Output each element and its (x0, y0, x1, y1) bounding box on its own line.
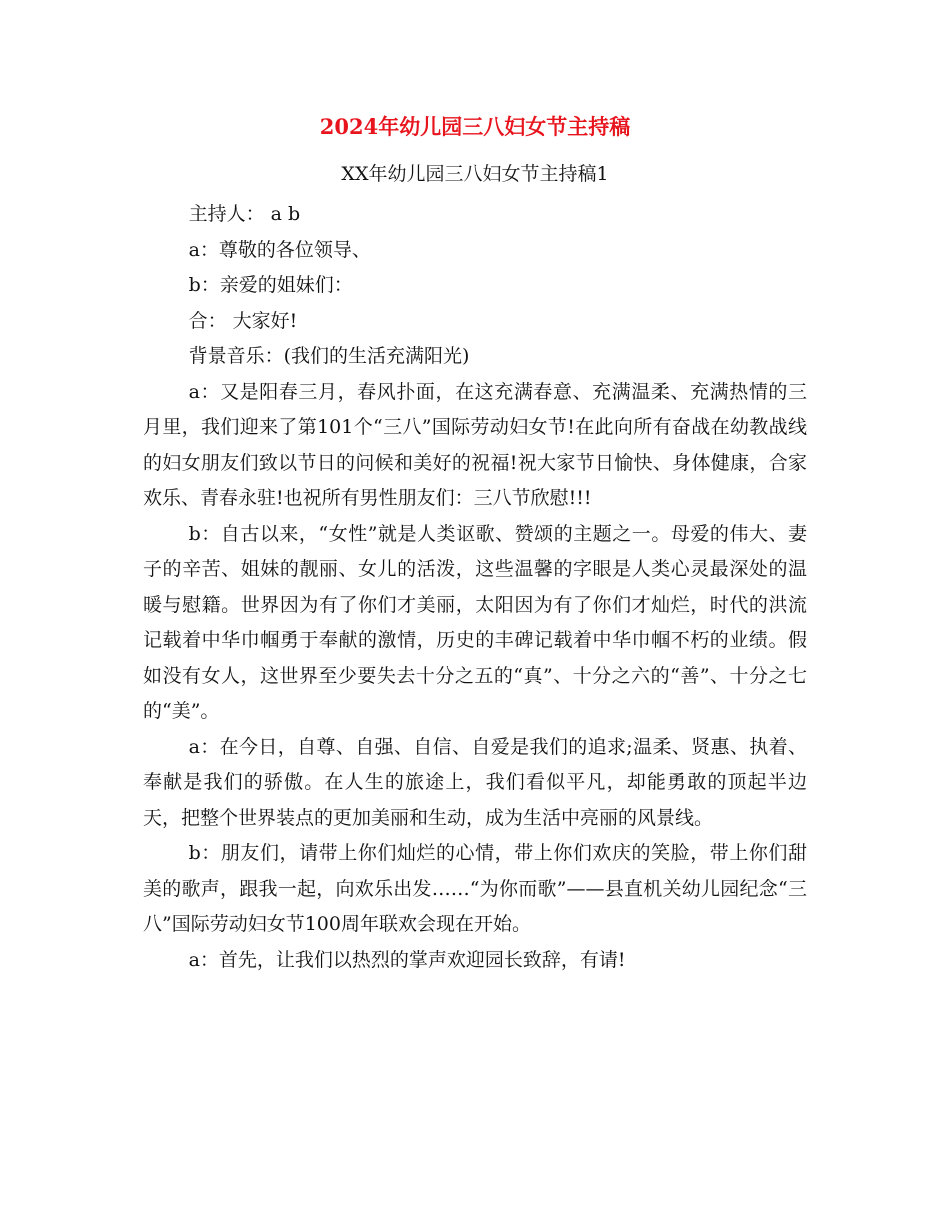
document-body (143, 197, 807, 978)
paragraph-body: a：又是阳春三月，春风扑面，在这充满春意、充满温柔、充满热情的三月里，我们迎来了第101个“三八”国际劳动妇女节!在此向所有奋战在幼教战线的妇女朋友们致以节日的问候和美好的祝福!祝大家节日愉快、身体健康，合家欢乐、青春永驻!也祝所有男性朋友们：三八节欣慰!!! (143, 380, 807, 509)
paragraph-body: b：朋友们，请带上你们灿烂的心情，带上你们欢庆的笑脸，带上你们甜美的歌声，跟我一起，向欢乐出发……“为你而歌”——县直机关幼儿园纪念“三八”国际劳动妇女节100周年联欢会现在开始。 (143, 842, 807, 935)
document-subtitle: XX年幼儿园三八妇女节主持稿1 (341, 163, 609, 185)
paragraph-line: a：尊敬的各位领导、 (188, 238, 371, 261)
paragraph-body: b：自古以来，“女性”就是人类讴歌、赞颂的主题之一。母爱的伟大、妻子的辛苦、姐妹的靓丽、女儿的活泼，这些温馨的字眼是人类心灵最深处的温暖与慰籍。世界因为有了你们才美丽，太阳因为有了你们才灿烂，时代的洪流记载着中华巾帼勇于奉献的激情，历史的丰碑记载着中华巾帼不朽的业绩。假如没有女人，这世界至少要失去十分之五的“真”、十分之六的“善”、十分之七的“美”。 (143, 522, 807, 722)
paragraph-body: a：首先，让我们以热烈的掌声欢迎园长致辞，有请! (188, 948, 626, 971)
paragraph-body: a：在今日，自尊、自强、自信、自爱是我们的追求;温柔、贤惠、执着、奉献是我们的骄傲。在人生的旅途上，我们看似平凡，却能勇敢的顶起半边天，把整个世界装点的更加美丽和生动，成为生活中亮丽的风景线。 (143, 735, 807, 829)
paragraph-line: b：亲爱的姐妹们： (188, 274, 353, 296)
paragraph-hosts: 主持人： a b (188, 203, 301, 225)
paragraph-line: 合： 大家好! (188, 309, 298, 332)
document-title: 2024年幼儿园三八妇女节主持稿 (319, 114, 631, 139)
paragraph-line: 背景音乐：(我们的生活充满阳光) (188, 345, 470, 367)
